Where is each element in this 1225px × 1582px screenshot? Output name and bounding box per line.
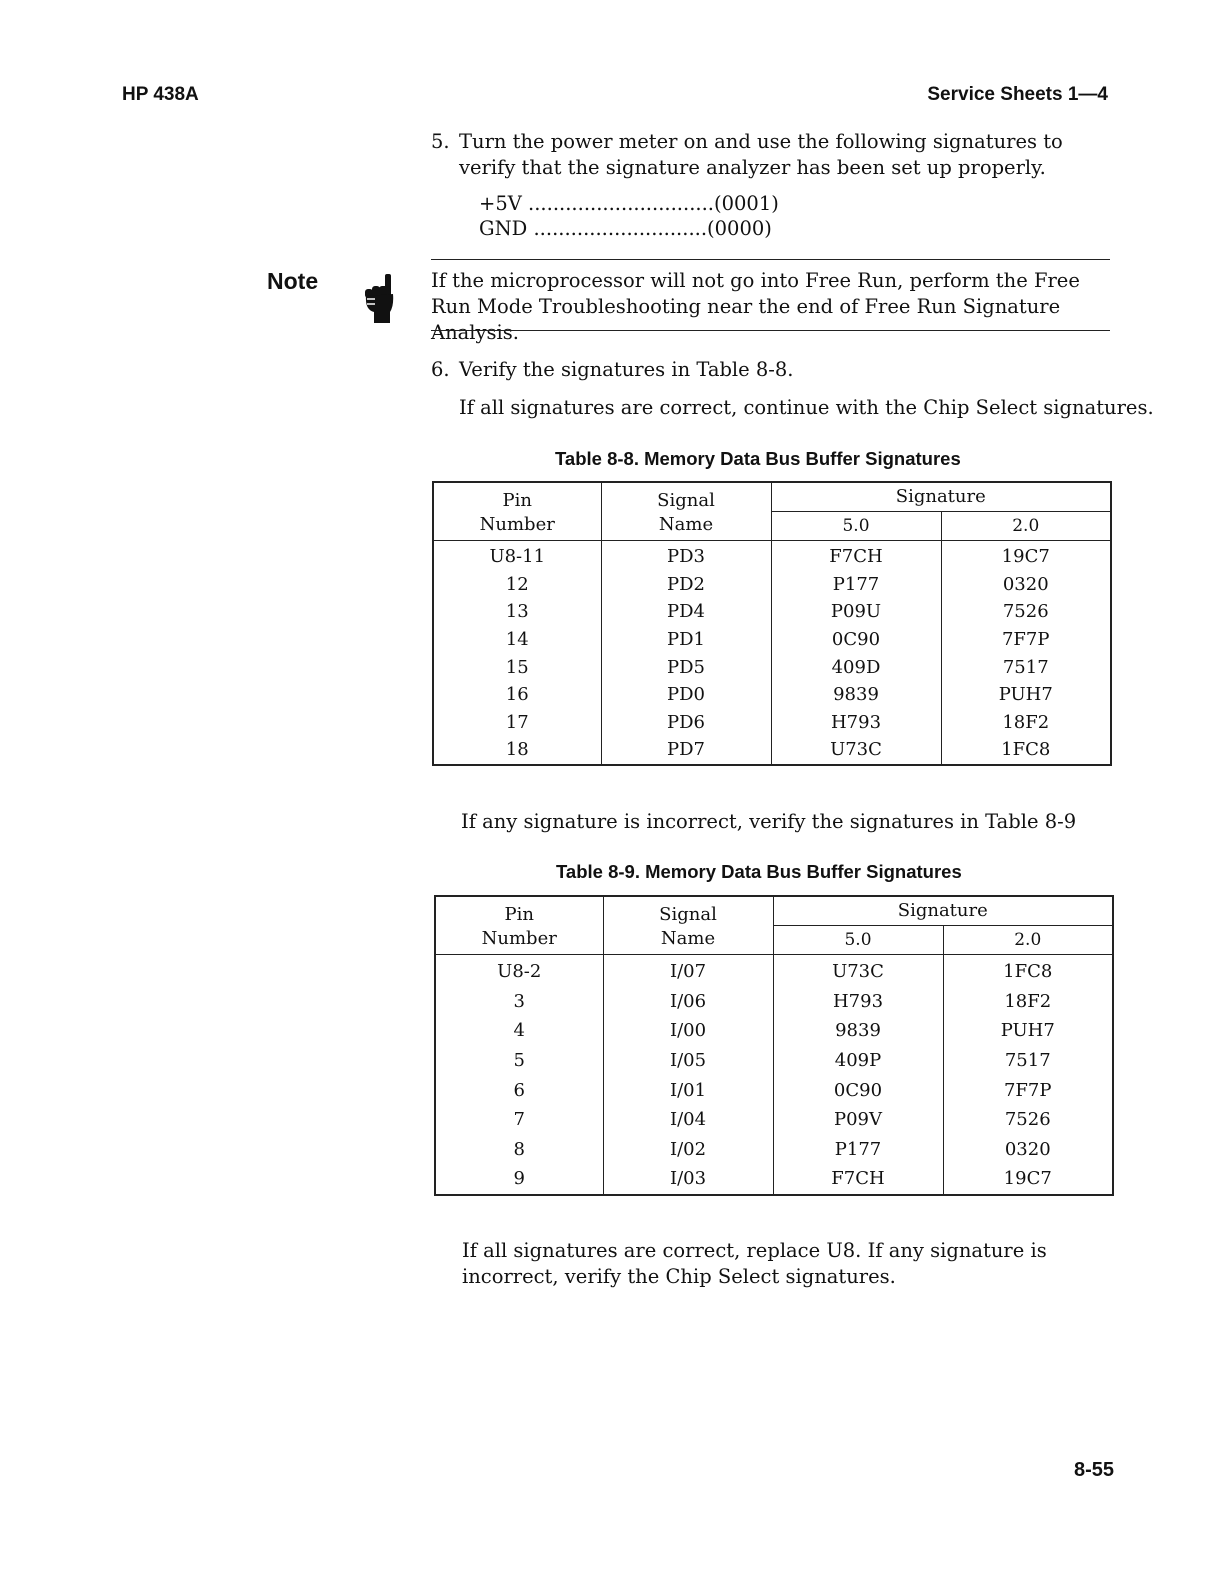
table-cell: 19C7 [943,1164,1113,1195]
page-number: 8-55 [1073,1459,1114,1481]
table-cell: 9 [435,1164,603,1195]
table-8-8 [432,481,1112,766]
signature-value: (0000) [707,217,772,240]
table-cell: I/02 [603,1135,773,1165]
column-header-2-0: 2.0 [941,512,1111,541]
table-cell: P09V [773,1105,943,1135]
dot-leader: ............................ [533,217,708,240]
table-cell: 3 [435,987,603,1017]
table-cell: I/07 [603,955,773,987]
table-cell: I/03 [603,1164,773,1195]
table-row [433,541,1111,571]
table-row [435,1135,1113,1165]
table-cell: F7CH [771,541,941,571]
note-top-rule [431,259,1110,260]
table-cell: 0C90 [771,626,941,654]
column-header-5-0: 5.0 [771,512,941,541]
step-6-followup: If all signatures are correct, continue with the Chip Select signatures. [459,396,1154,419]
table-cell: 6 [435,1075,603,1105]
table-cell: 9839 [773,1016,943,1046]
table-cell: I/05 [603,1046,773,1076]
table-cell: I/06 [603,987,773,1017]
table-8-8-body [433,541,1111,765]
table-cell: 9839 [771,681,941,709]
table-cell: 7 [435,1105,603,1135]
table-cell: I/01 [603,1075,773,1105]
table-row [435,1105,1113,1135]
step-5-number: 5. [431,130,450,153]
table-cell: 0320 [943,1135,1113,1165]
table-cell: 13 [433,598,601,626]
table-cell: H793 [773,987,943,1017]
signature-check-5v [479,192,779,215]
signature-check-gnd [479,217,772,240]
table-row [433,653,1111,681]
step-5-text: Turn the power meter on and use the following signatures to verify that the signature analyzer has been set up properly. [459,130,1063,179]
table-8-8-title: Table 8-8. Memory Data Bus Buffer Signatures [555,448,961,469]
signature-label: GND [479,217,534,240]
table-cell: U8-2 [435,955,603,987]
table-cell: 14 [433,626,601,654]
closing-text: If all signatures are correct, replace U8. If any signature is incorrect, verify the Chip Select signatures. [462,1239,1047,1288]
signature-label: +5V [479,192,529,215]
table-cell: U73C [771,736,941,765]
section-title: Service Sheets 1—4 [927,84,1108,105]
document-code: HP 438A [122,84,199,105]
column-header-signal-name: Signal Name [601,482,771,541]
table-cell: PD0 [601,681,771,709]
table-cell: 7517 [941,653,1111,681]
table-cell: I/00 [603,1016,773,1046]
column-header-5-0: 5.0 [773,926,943,955]
table-cell: I/04 [603,1105,773,1135]
table-cell: PD1 [601,626,771,654]
table-cell: PUH7 [943,1016,1113,1046]
table-row [435,1016,1113,1046]
table-cell: P177 [771,571,941,599]
signature-value: (0001) [714,192,779,215]
table-row [435,1075,1113,1105]
step-6-text: Verify the signatures in Table 8-8. [459,358,794,381]
table-row [433,681,1111,709]
table-cell: PD4 [601,598,771,626]
step-6 [0,357,1225,385]
table-cell: 409P [773,1046,943,1076]
table-cell: 12 [433,571,601,599]
table-cell: 0C90 [773,1075,943,1105]
table-cell: PD7 [601,736,771,765]
column-header-signature: Signature [773,896,1113,926]
table-cell: 18 [433,736,601,765]
table-row [433,709,1111,737]
table-cell: 7526 [943,1105,1113,1135]
table-cell: 15 [433,653,601,681]
table-cell: PD2 [601,571,771,599]
table-row [435,987,1113,1017]
table-8-9-body [435,955,1113,1195]
table-cell: P09U [771,598,941,626]
table-cell: 7526 [941,598,1111,626]
table-cell: 0320 [941,571,1111,599]
table-cell: 18F2 [941,709,1111,737]
column-header-pin-number: Pin Number [433,482,601,541]
column-header-signature: Signature [771,482,1111,512]
table-8-9-title: Table 8-9. Memory Data Bus Buffer Signatures [556,861,962,882]
note-text: If the microprocessor will not go into Free Run, perform the Free Run Mode Troubleshooting near the end of Free Run Signature Analysis. [431,269,1080,344]
table-cell: 4 [435,1016,603,1046]
column-header-2-0: 2.0 [943,926,1113,955]
column-header-pin-number: Pin Number [435,896,603,955]
step-5 [0,129,1225,185]
table-cell: 16 [433,681,601,709]
table-row [433,626,1111,654]
table-cell: 1FC8 [941,736,1111,765]
table-cell: 17 [433,709,601,737]
dot-leader: .............................. [528,192,714,215]
table-cell: P177 [773,1135,943,1165]
table-row [435,955,1113,987]
table-cell: 409D [771,653,941,681]
table-cell: PUH7 [941,681,1111,709]
table-cell: U8-11 [433,541,601,571]
table-cell: 7517 [943,1046,1113,1076]
table-cell: 1FC8 [943,955,1113,987]
table-cell: PD6 [601,709,771,737]
table-cell: 19C7 [941,541,1111,571]
table-cell: U73C [773,955,943,987]
table-cell: PD3 [601,541,771,571]
table-row [433,598,1111,626]
table-row [435,1164,1113,1195]
table-row [433,736,1111,765]
table-row [433,571,1111,599]
table-cell: 7F7P [941,626,1111,654]
table-cell: 18F2 [943,987,1113,1017]
table-cell: 8 [435,1135,603,1165]
pointing-hand-icon [362,272,398,324]
table-cell: F7CH [773,1164,943,1195]
table-cell: PD5 [601,653,771,681]
table-cell: 7F7P [943,1075,1113,1105]
table-cell: 5 [435,1046,603,1076]
table-cell: H793 [771,709,941,737]
table-8-9 [434,895,1114,1196]
column-header-signal-name: Signal Name [603,896,773,955]
note-label: Note [267,268,319,294]
note-bottom-rule [431,330,1110,331]
between-text: If any signature is incorrect, verify the signatures in Table 8-9 [461,810,1077,833]
step-6-number: 6. [431,358,450,381]
table-row [435,1046,1113,1076]
